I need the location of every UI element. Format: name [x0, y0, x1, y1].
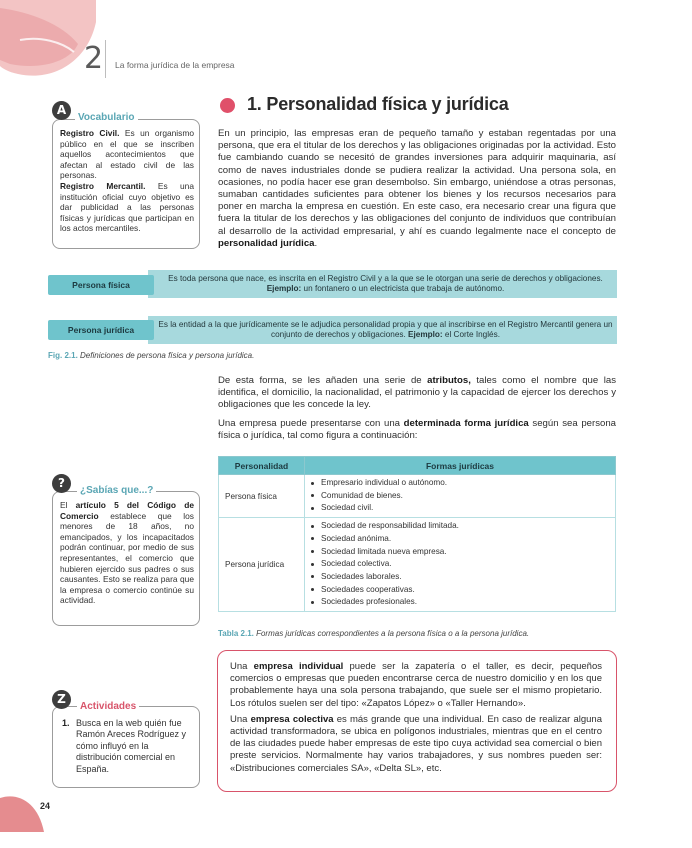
- formas-juridicas-table: [218, 456, 616, 612]
- sabias-que-label: ¿Sabías que...?: [77, 485, 156, 496]
- vocabulario-icon: A: [52, 101, 71, 120]
- pencil-icon: Z: [52, 690, 71, 709]
- list-item: Sociedad anónima.: [311, 533, 609, 546]
- list-item: Sociedad de responsabilidad limitada.: [311, 520, 609, 533]
- list-item: Sociedades cooperativas.: [311, 584, 609, 597]
- definition-text-persona-fisica: Es toda persona que nace, es inscrita en el Registro Civil y a la que se le otorgan una serie de derechos y obligaciones. Ejemplo: un fontanero o un electricista que trabaja de autónomo.: [168, 274, 603, 293]
- list-item: Comunidad de bienes.: [311, 490, 609, 503]
- vocabulario-entry-registro-civil: Registro Civil. Es un organismo público en el que se inscriben aquellos acontecimientos que afectan al estado civil de las personas.: [60, 128, 194, 181]
- definition-text-persona-juridica: Es la entidad a la que jurídicamente se le adjudica personalidad propia y que al inscribirse en el Registro Mercantil genera un conjunto de derechos y obligaciones. Ejemplo: el Corte Inglés.: [158, 320, 613, 339]
- definition-label-persona-juridica: Persona jurídica: [48, 320, 154, 340]
- header-decoration: [0, 0, 96, 78]
- heading-bullet-icon: [220, 98, 235, 113]
- chapter-divider: [105, 40, 106, 78]
- chapter-number: 2: [84, 41, 104, 76]
- table-header-row: [219, 457, 616, 475]
- chapter-title: La forma jurídica de la empresa: [115, 60, 235, 70]
- atributos-paragraph: De esta forma, se les añaden una serie de atributos, tales como el nombre que las identifica, el domicilio, la nacionalidad, el patrimonio y la capacidad de ejercer los derechos y obligaciones que les concede la ley.: [218, 375, 616, 411]
- table-cell-personalidad: Persona física: [219, 475, 305, 518]
- table-row: [219, 518, 616, 612]
- list-item: 1. Busca en la web quién fue Ramón Areces Rodríguez y cómo influyó en la distribución comercial en España.: [62, 718, 187, 774]
- actividades-item: [62, 718, 194, 775]
- list-item: Sociedad civil.: [311, 502, 609, 515]
- vocabulario-text: [60, 128, 194, 234]
- question-icon: ?: [52, 474, 71, 493]
- table-cell-personalidad: Persona jurídica: [219, 518, 305, 612]
- figure-caption: Fig. 2.1. Definiciones de persona física y persona jurídica.: [48, 351, 255, 360]
- page-number-decoration: [0, 792, 51, 832]
- table-caption: Tabla 2.1. Formas jurídicas correspondientes a la persona física o a la persona jurídica.: [218, 629, 530, 638]
- list-item: Empresario individual o autónomo.: [311, 477, 609, 490]
- list-item: Sociedad colectiva.: [311, 558, 609, 571]
- vocabulario-label: Vocabulario: [75, 112, 138, 123]
- definition-label-persona-fisica: Persona física: [48, 275, 154, 295]
- intro-paragraph: En un principio, las empresas eran de pequeño tamaño y estaban regentadas por una persona, que era el titular de los derechos y las obligaciones originadas por la actividad. Esto fue cambiando cuando se necesitó de grandes inversiones para adquirir maquinaria, así como de naves industriales donde se pudiera realizar la actividad. Una persona sola, en ocasiones, no podía hacer ese gran desembolso. Sin embargo, uniéndose a otras personas, sumaban cantidades suficientes para obtener los bienes y los recursos necesarios para poner en marcha la empresa en cuestión. En este caso, era necesario crear una figura que fuera la titular de los derechos y las obligaciones del conjunto de individuos que contribuían al desarrollo de la actividad empresarial, y ahí es cuando legalmente nace el concepto de personalidad jurídica.: [218, 128, 616, 249]
- empresa-tipos-box: [217, 650, 617, 792]
- vocabulario-entry-registro-mercantil: Registro Mercantil. Es una institución oficial cuyo objetivo es dar publicidad a las personas físicas y jurídicas que participan en los actos mercantiles.: [60, 180, 194, 234]
- empresa-colectiva-paragraph: Una empresa colectiva es más grande que una individual. En caso de realizar alguna actividad transformadora, se ubica en polígonos industriales, mientras que en el centro de las ciudades puede haber empresas de este tipo cuya actividad sea comercial o bien preste servicios. Normalmente hay varios trabajadores, y sus nombres pueden ser: «Distribuciones comerciales SA», «Delta SL», etc.: [230, 713, 602, 774]
- table-row: [219, 475, 616, 518]
- page-number: 24: [40, 801, 51, 811]
- section-heading: 1. Personalidad física y jurídica: [247, 94, 509, 114]
- actividades-label: Actividades: [77, 701, 139, 712]
- forma-juridica-paragraph: Una empresa puede presentarse con una determinada forma jurídica según sea persona física o jurídica, tal como figura a continuación:: [218, 418, 616, 442]
- list-item: Sociedades laborales.: [311, 571, 609, 584]
- sabias-que-text: El artículo 5 del Código de Comercio establece que los menores de 18 años, no emancipados, y los incapacitados podrán continuar, por medio de sus representantes, el comercio que hubieren ejercido sus padres o sus causantes. Esto se realiza para que la empresa o comercio continúe su actividad.: [60, 500, 194, 606]
- list-item: Sociedad limitada nueva empresa.: [311, 546, 609, 559]
- table-cell-formas: [305, 518, 616, 612]
- list-item: Sociedades profesionales.: [311, 596, 609, 609]
- empresa-individual-paragraph: Una empresa individual puede ser la zapatería o el taller, es decir, pequeños comercios o empresas que pueden encontrarse cerca de nuestro domicilio y en los que probablemente haya una sola persona trabajando, que suele ser el mismo propietario. Los rótulos suelen ser del tipo: «Zapatos López» o «Taller Hernando».: [230, 661, 602, 709]
- table-cell-formas: [305, 475, 616, 518]
- header-personalidad: Personalidad: [219, 457, 305, 475]
- header-formas-juridicas: Formas jurídicas: [305, 457, 616, 475]
